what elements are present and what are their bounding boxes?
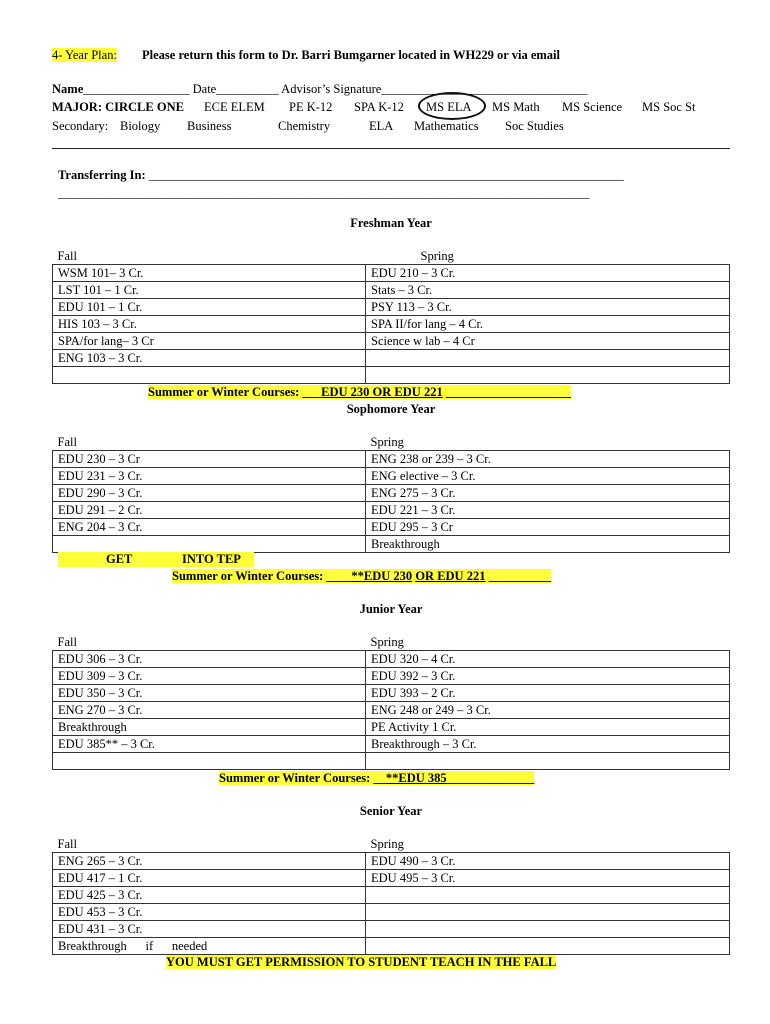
junior-title: Junior Year (359, 602, 423, 616)
fall-course: EDU 453 – 3 Cr. (53, 904, 366, 921)
major-ms-math[interactable]: MS Math (492, 100, 540, 114)
summer-courses: EDU 230 OR EDU 221 (321, 385, 443, 399)
spring-course (366, 938, 730, 955)
tep-note (58, 552, 254, 567)
summer-label: Summer or Winter Courses: (219, 771, 371, 785)
tep-note-get: GET (106, 552, 133, 566)
fall-course: ENG 270 – 3 Cr. (53, 702, 366, 719)
fall-course (53, 536, 366, 553)
table-row (53, 451, 730, 468)
table-row (53, 887, 730, 904)
spring-course: SPA II/for lang – 4 Cr. (366, 316, 730, 333)
spring-course: EDU 393 – 2 Cr. (366, 685, 730, 702)
fall-course: ENG 103 – 3 Cr. (53, 350, 366, 367)
fall-course: EDU 306 – 3 Cr. (53, 651, 366, 668)
spring-course: Science w lab – 4 Cr (366, 333, 730, 350)
secondary-ela[interactable]: ELA (369, 119, 394, 133)
table-row (53, 685, 730, 702)
senior-title: Senior Year (359, 804, 423, 818)
secondary-mathematics[interactable]: Mathematics (414, 119, 479, 133)
table-row (53, 485, 730, 502)
table-row (53, 719, 730, 736)
secondary-soc-studies[interactable]: Soc Studies (505, 119, 564, 133)
major-pe[interactable]: PE K-12 (289, 100, 333, 114)
fall-course: ENG 204 – 3 Cr. (53, 519, 366, 536)
table-row (53, 316, 730, 333)
fall-course: LST 101 – 1 Cr. (53, 282, 366, 299)
transferring-line-2: _____________________________________________________________________________________ (58, 186, 590, 200)
spring-header: Spring (366, 434, 730, 451)
fall-course: HIS 103 – 3 Cr. (53, 316, 366, 333)
fall-course: EDU 309 – 3 Cr. (53, 668, 366, 685)
senior-table (52, 836, 730, 955)
table-row (53, 668, 730, 685)
instructions: Please return this form to Dr. Barri Bumgarner located in WH229 or via email (142, 48, 561, 62)
spring-course: EDU 320 – 4 Cr. (366, 651, 730, 668)
name-line: Name_________________ Date__________ Advisor’s Signature_________________________________ (52, 82, 588, 96)
sophomore-summer-note: Summer or Winter Courses: ____**EDU 230 OR EDU 221 __________ (172, 569, 552, 583)
transferring-label: Transferring In: (58, 168, 146, 182)
plan-label: 4- Year Plan: (52, 48, 117, 62)
summer-label: Summer or Winter Courses: (148, 385, 300, 399)
summer-label: Summer or Winter Courses: (172, 569, 324, 583)
major-spa[interactable]: SPA K-12 (354, 100, 404, 114)
table-row (53, 282, 730, 299)
fall-course: Breakthrough if needed (53, 938, 366, 955)
spring-course (366, 887, 730, 904)
table-row (53, 536, 730, 553)
spring-header: Spring (366, 836, 730, 853)
freshman-summer-note: Summer or Winter Courses: ___EDU 230 OR EDU 221 ____________________ (148, 385, 571, 399)
table-row (53, 702, 730, 719)
date-label: Date (192, 82, 217, 96)
table-row (53, 367, 730, 384)
table-row (53, 350, 730, 367)
spring-course: EDU 221 – 3 Cr. (366, 502, 730, 519)
fall-course: EDU 431 – 3 Cr. (53, 921, 366, 938)
secondary-chemistry[interactable]: Chemistry (278, 119, 331, 133)
freshman-title: Freshman Year (350, 216, 432, 230)
spring-header: Spring (366, 248, 730, 265)
fall-course (53, 367, 366, 384)
table-row (53, 904, 730, 921)
table-row (53, 299, 730, 316)
student-teach-note: YOU MUST GET PERMISSION TO STUDENT TEACH IN THE FALL (166, 955, 557, 969)
selection-circle (418, 92, 486, 120)
fall-course: EDU 425 – 3 Cr. (53, 887, 366, 904)
table-row (53, 333, 730, 350)
name-label: Name (52, 82, 84, 96)
spring-course (366, 753, 730, 770)
major-label: MAJOR: CIRCLE ONE (52, 100, 184, 114)
summer-course-a: **EDU 230 (351, 569, 413, 583)
fall-header: Fall (53, 434, 366, 451)
fall-course: SPA/for lang– 3 Cr (53, 333, 366, 350)
table-row (53, 753, 730, 770)
spring-course: EDU 210 – 3 Cr. (366, 265, 730, 282)
spring-course (366, 921, 730, 938)
spring-course: PE Activity 1 Cr. (366, 719, 730, 736)
table-row (53, 870, 730, 887)
transferring-line: Transferring In: ____________________________________________________________________________ (58, 168, 624, 182)
fall-header: Fall (53, 836, 366, 853)
tep-note-into: INTO TEP (182, 552, 241, 566)
fall-course (53, 753, 366, 770)
table-row (53, 736, 730, 753)
table-row (53, 938, 730, 955)
freshman-table (52, 248, 730, 384)
spring-course: PSY 113 – 3 Cr. (366, 299, 730, 316)
spring-course: Breakthrough (366, 536, 730, 553)
secondary-business[interactable]: Business (187, 119, 232, 133)
table-row (53, 921, 730, 938)
table-row (53, 853, 730, 870)
spring-course: EDU 490 – 3 Cr. (366, 853, 730, 870)
summer-course-b: OR EDU 221 (415, 569, 486, 583)
fall-course: WSM 101– 3 Cr. (53, 265, 366, 282)
fall-course: EDU 291 – 2 Cr. (53, 502, 366, 519)
spring-header: Spring (366, 634, 730, 651)
fall-course: Breakthrough (53, 719, 366, 736)
fall-course: EDU 290 – 3 Cr. (53, 485, 366, 502)
fall-course: EDU 231 – 3 Cr. (53, 468, 366, 485)
spring-course (366, 367, 730, 384)
major-ms-ela[interactable]: MS ELA (426, 100, 472, 114)
secondary-label: Secondary: (52, 119, 109, 133)
major-ece[interactable]: ECE ELEM (204, 100, 265, 114)
table-row (53, 519, 730, 536)
fall-header: Fall (53, 634, 366, 651)
spring-course: ENG elective – 3 Cr. (366, 468, 730, 485)
table-row (53, 265, 730, 282)
advisor-label: Advisor’s Signature (281, 82, 382, 96)
fall-header: Fall (53, 248, 366, 265)
spring-course (366, 350, 730, 367)
major-ms-science[interactable]: MS Science (562, 100, 623, 114)
table-row (53, 468, 730, 485)
sophomore-title: Sophomore Year (346, 402, 436, 416)
spring-course (366, 904, 730, 921)
table-row (53, 651, 730, 668)
fall-course: EDU 230 – 3 Cr (53, 451, 366, 468)
spring-course: ENG 275 – 3 Cr. (366, 485, 730, 502)
fall-course: ENG 265 – 3 Cr. (53, 853, 366, 870)
summer-courses: **EDU 385 (385, 771, 447, 785)
junior-table (52, 634, 730, 770)
divider (52, 148, 730, 149)
table-row (53, 502, 730, 519)
fall-course: EDU 385** – 3 Cr. (53, 736, 366, 753)
sophomore-table (52, 434, 730, 553)
junior-summer-note: Summer or Winter Courses: __**EDU 385______________ (219, 771, 535, 785)
fall-course: EDU 417 – 1 Cr. (53, 870, 366, 887)
major-ms-soc-st[interactable]: MS Soc St (642, 100, 696, 114)
secondary-biology[interactable]: Biology (120, 119, 161, 133)
spring-course: EDU 392 – 3 Cr. (366, 668, 730, 685)
fall-course: EDU 101 – 1 Cr. (53, 299, 366, 316)
spring-course: EDU 495 – 3 Cr. (366, 870, 730, 887)
fall-course: EDU 350 – 3 Cr. (53, 685, 366, 702)
spring-course: ENG 238 or 239 – 3 Cr. (366, 451, 730, 468)
spring-course: ENG 248 or 249 – 3 Cr. (366, 702, 730, 719)
spring-course: EDU 295 – 3 Cr (366, 519, 730, 536)
spring-course: Stats – 3 Cr. (366, 282, 730, 299)
spring-course: Breakthrough – 3 Cr. (366, 736, 730, 753)
